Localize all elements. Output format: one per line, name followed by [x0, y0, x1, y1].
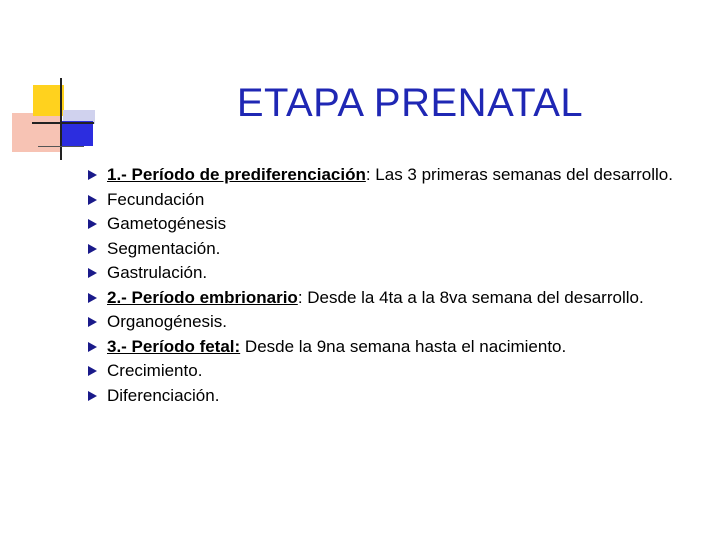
bullet-emphasis: 2.- Período embrionario: [107, 287, 298, 307]
bullet-text: Gametogénesis: [107, 214, 227, 233]
bullet-item: [88, 214, 678, 233]
bullet-arrow-icon: [88, 317, 97, 327]
bullet-text: Fecundación: [107, 189, 205, 209]
bullet-arrow-icon: [88, 342, 97, 352]
bullet-item: [88, 263, 678, 282]
bullet-arrow-icon: [88, 391, 97, 401]
bullet-text: Desde la 9na semana hasta el nacimiento.: [240, 336, 567, 356]
bullet-text: Organogénesis.: [107, 312, 228, 331]
bullet-item: [88, 239, 678, 258]
bullet-arrow-icon: [88, 195, 97, 205]
decorative-horizontal-line-lower: [38, 146, 84, 147]
bullet-item: [88, 386, 678, 405]
bullet-item: [88, 190, 678, 209]
bullet-item: [88, 337, 678, 356]
bullet-arrow-icon: [88, 366, 97, 376]
bullet-arrow-icon: [88, 219, 97, 229]
bullet-item: [88, 361, 678, 380]
bullet-item: [88, 288, 678, 307]
bullet-text: : Las 3 primeras semanas del desarrollo.: [365, 165, 673, 184]
decorative-horizontal-line: [32, 122, 94, 124]
bullet-arrow-icon: [88, 268, 97, 278]
bullet-arrow-icon: [88, 170, 97, 180]
bullet-arrow-icon: [88, 293, 97, 303]
slide-title: ETAPA PRENATAL: [236, 81, 584, 125]
bullet-emphasis: 3.- Período fetal:: [107, 336, 241, 356]
decorative-vertical-line: [60, 78, 62, 160]
bullet-text: Gastrulación.: [107, 263, 208, 282]
decorative-blue-square: [62, 121, 93, 146]
bullet-text: : Desde la 4ta a la 8va semana del desarrollo.: [297, 287, 644, 307]
bullet-emphasis: 1.- Período de prediferenciación: [107, 165, 366, 184]
bullet-arrow-icon: [88, 244, 97, 254]
bullet-text: Segmentación.: [107, 238, 221, 258]
bullet-item: [88, 312, 678, 331]
bullet-item: [88, 165, 678, 184]
bullet-text: Diferenciación.: [107, 385, 220, 405]
bullet-list: [88, 165, 678, 410]
bullet-text: Crecimiento.: [107, 361, 203, 380]
